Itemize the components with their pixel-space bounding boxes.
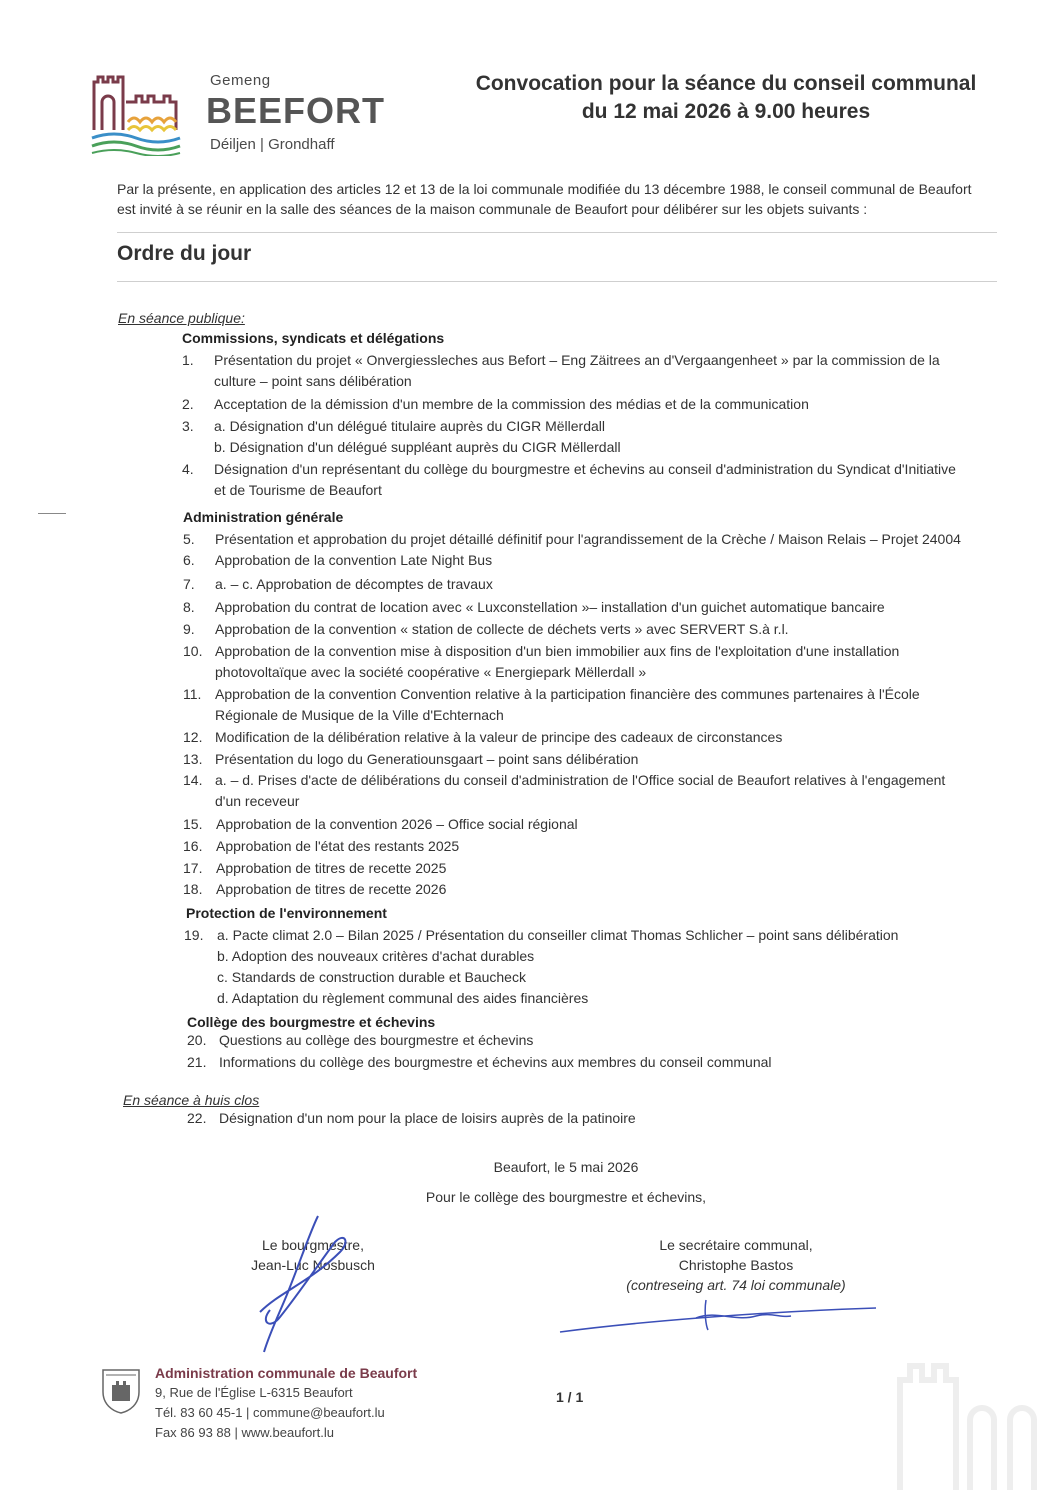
- agenda-item-text: [216, 858, 1000, 879]
- agenda-item-line: a. – c. Approbation de décomptes de travaux: [215, 576, 493, 592]
- agenda-item-line: Présentation du logo du Generatiounsgaart – point sans délibération: [215, 751, 639, 767]
- agenda-item-line: Présentation et approbation du projet détaillé définitif pour l'agrandissement de la Crèche / Maison Relais – Projet 24004: [215, 531, 961, 547]
- section-heading: Protection de l'environnement: [186, 905, 387, 921]
- on-behalf: Pour le collège des bourgmestre et échevins,: [425, 1189, 707, 1205]
- agenda-item-number: 14.: [183, 772, 203, 788]
- agenda-item-text: [214, 350, 1000, 392]
- agenda-item-number: 16.: [183, 838, 203, 854]
- agenda-item-number: 19.: [184, 927, 204, 943]
- agenda-item-line: Régionale de Musique de la Ville d'Echternach: [215, 707, 504, 723]
- footer-org: Administration communale de Beaufort: [155, 1365, 418, 1381]
- secretary-signature: [556, 1292, 886, 1342]
- agenda-item-line: a. – d. Prises d'acte de délibérations du conseil d'administration de l'Office social de Beaufort relatives à l'engagement: [215, 772, 946, 788]
- agenda-item-number: 6.: [183, 552, 195, 568]
- footer-fax: Fax 86 93 88 | www.beaufort.lu: [155, 1425, 334, 1440]
- agenda-item-text: [216, 879, 1000, 900]
- section-heading: Commissions, syndicats et délégations: [182, 330, 445, 346]
- agenda-item-line: culture – point sans délibération: [214, 373, 412, 389]
- footer-contact: Tél. 83 60 45-1 | commune@beaufort.lu: [155, 1405, 385, 1420]
- agenda-item-text: [215, 597, 1000, 618]
- agenda-item-text: [215, 529, 1000, 550]
- closed-session-label: En séance à huis clos: [123, 1092, 260, 1108]
- agenda-item-line: b. Désignation d'un délégué suppléant auprès du CIGR Mëllerdall: [214, 439, 621, 455]
- brand-name: BEEFORT: [206, 90, 386, 131]
- agenda-item-number: 17.: [183, 860, 203, 876]
- agenda-item-line: c. Standards de construction durable et Baucheck: [217, 969, 526, 985]
- agenda-item-line: Désignation d'un représentant du collège du bourgmestre et échevins au conseil d'administration du Syndicat d'Initiative: [214, 461, 956, 477]
- agenda-item-line: Approbation de titres de recette 2026: [216, 881, 447, 897]
- agenda-item-number: 4.: [182, 461, 194, 477]
- agenda-item-line: Approbation du contrat de location avec « Luxconstellation »– installation d'un guichet automatique bancaire: [215, 599, 885, 615]
- agenda-item-text: [215, 770, 1000, 812]
- agenda-item-number: 1.: [182, 352, 194, 368]
- coat-of-arms-icon: [100, 1367, 142, 1415]
- agenda-item-text: [214, 459, 1000, 501]
- agenda-item-line: Questions au collège des bourgmestre et échevins: [219, 1032, 534, 1048]
- agenda-item-number: 15.: [183, 816, 203, 832]
- agenda-item-number: 9.: [183, 621, 195, 637]
- agenda-item-text: [215, 727, 1000, 748]
- agenda-item-text: [215, 619, 1000, 640]
- agenda-item-text: [215, 684, 1000, 726]
- agenda-item-line: Modification de la délibération relative à la valeur de principe des cadeaux de circonstances: [215, 729, 783, 745]
- footer-address: 9, Rue de l'Église L-6315 Beaufort: [155, 1385, 353, 1400]
- agenda-item-number: 8.: [183, 599, 195, 615]
- agenda-item-text: [215, 749, 1000, 770]
- brand-top: Gemeng: [210, 72, 271, 89]
- secretary-role: Le secrétaire communal,: [659, 1237, 813, 1253]
- agenda-item-line: b. Adoption des nouveaux critères d'achat durables: [217, 948, 535, 964]
- title-line-1: Convocation pour la séance du conseil communal: [475, 72, 977, 95]
- agenda-item-line: Approbation de la convention Late Night Bus: [215, 552, 493, 568]
- agenda-item-line: a. Désignation d'un délégué titulaire auprès du CIGR Mëllerdall: [214, 418, 606, 434]
- agenda-item-line: Approbation de la convention Convention relative à la participation financière des communes partenaires à l'École: [215, 686, 920, 702]
- agenda-item-text: [219, 1108, 1000, 1129]
- brand-sub: Déiljen | Grondhaff: [210, 136, 335, 153]
- agenda-item-number: 20.: [187, 1032, 207, 1048]
- page-number: 1 / 1: [556, 1389, 584, 1405]
- agenda-item-line: photovoltaïque avec la société coopérative « Energiepark Mëllerdall »: [215, 664, 647, 680]
- agenda-item-text: [217, 925, 1000, 1009]
- agenda-item-number: 12.: [183, 729, 203, 745]
- place-date: Beaufort, le 5 mai 2026: [493, 1159, 639, 1175]
- agenda-heading: Ordre du jour: [117, 242, 252, 265]
- beefort-logo: [88, 72, 184, 156]
- agenda-item-line: Approbation de la convention « station de collecte de déchets verts » avec SERVERT S.à r.l.: [215, 621, 789, 637]
- agenda-item-line: d'un receveur: [215, 793, 300, 809]
- agenda-item-text: [215, 550, 1000, 571]
- agenda-item-line: Informations du collège des bourgmestre et échevins aux membres du conseil communal: [219, 1054, 772, 1070]
- agenda-item-number: 11.: [183, 686, 202, 702]
- agenda-item-number: 5.: [183, 531, 195, 547]
- agenda-item-line: Présentation du projet « Onvergiessleches aus Befort – Eng Zäitrees an d'Vergaangenheet » par la commission de la: [214, 352, 940, 368]
- agenda-item-number: 18.: [183, 881, 203, 897]
- agenda-item-line: Approbation de l'état des restants 2025: [216, 838, 460, 854]
- agenda-item-number: 22.: [187, 1110, 207, 1126]
- agenda-item-line: Approbation de la convention mise à disposition d'un bien immobilier aux fins de l'exploitation d'une installation: [215, 643, 900, 659]
- mayor-name: Jean-Luc Nosbusch: [251, 1257, 375, 1273]
- divider: [117, 281, 997, 282]
- public-session-label: En séance publique:: [118, 310, 245, 326]
- agenda-item-text: [214, 416, 1000, 458]
- section-heading: Administration générale: [183, 509, 344, 525]
- agenda-item-text: [215, 574, 1000, 595]
- intro-text: [117, 179, 1007, 219]
- agenda-item-line: Approbation de la convention 2026 – Office social régional: [216, 816, 578, 832]
- title-line-2: du 12 mai 2026 à 9.00 heures: [581, 100, 871, 123]
- agenda-item-number: 10.: [183, 643, 203, 659]
- agenda-item-line: d. Adaptation du règlement communal des aides financières: [217, 990, 589, 1006]
- agenda-item-line: Acceptation de la démission d'un membre de la commission des médias et de la communication: [214, 396, 809, 412]
- agenda-item-line: a. Pacte climat 2.0 – Bilan 2025 / Présentation du conseiller climat Thomas Schlicher – point sans délibération: [217, 927, 899, 943]
- mayor-signature: [240, 1212, 380, 1362]
- secretary-signature-block: [586, 1235, 886, 1295]
- agenda-item-number: 3.: [182, 418, 194, 434]
- section-heading: Collège des bourgmestre et échevins: [187, 1014, 436, 1030]
- agenda-item-text: [219, 1052, 1000, 1073]
- agenda-item-number: 2.: [182, 396, 194, 412]
- mayor-role: Le bourgmestre,: [262, 1237, 364, 1253]
- agenda-item-line: Approbation de titres de recette 2025: [216, 860, 447, 876]
- divider: [117, 232, 997, 233]
- agenda-item-text: [216, 836, 1000, 857]
- agenda-item-text: [214, 394, 1000, 415]
- agenda-item-text: [215, 641, 1000, 683]
- agenda-item-text: [216, 814, 1000, 835]
- agenda-item-number: 13.: [183, 751, 203, 767]
- agenda-item-number: 21.: [187, 1054, 207, 1070]
- agenda-item-number: 7.: [183, 576, 195, 592]
- intro-line-2: est invité à se réunir en la salle des séances de la maison communale de Beaufort pour délibérer sur les objets suivants :: [117, 201, 868, 217]
- agenda-item-line: et de Tourisme de Beaufort: [214, 482, 382, 498]
- agenda-item-line: Désignation d'un nom pour la place de loisirs auprès de la patinoire: [219, 1110, 636, 1126]
- secretary-note: (contreseing art. 74 loi communale): [626, 1277, 846, 1293]
- castle-watermark: [880, 1340, 1060, 1490]
- secretary-name: Christophe Bastos: [678, 1257, 794, 1273]
- margin-mark: [38, 513, 66, 514]
- document-title: [440, 70, 1012, 126]
- intro-line-1: Par la présente, en application des articles 12 et 13 de la loi communale modifiée du 13 décembre 1988, le conseil communal de Beaufort: [117, 181, 972, 197]
- agenda-item-text: [219, 1030, 1000, 1051]
